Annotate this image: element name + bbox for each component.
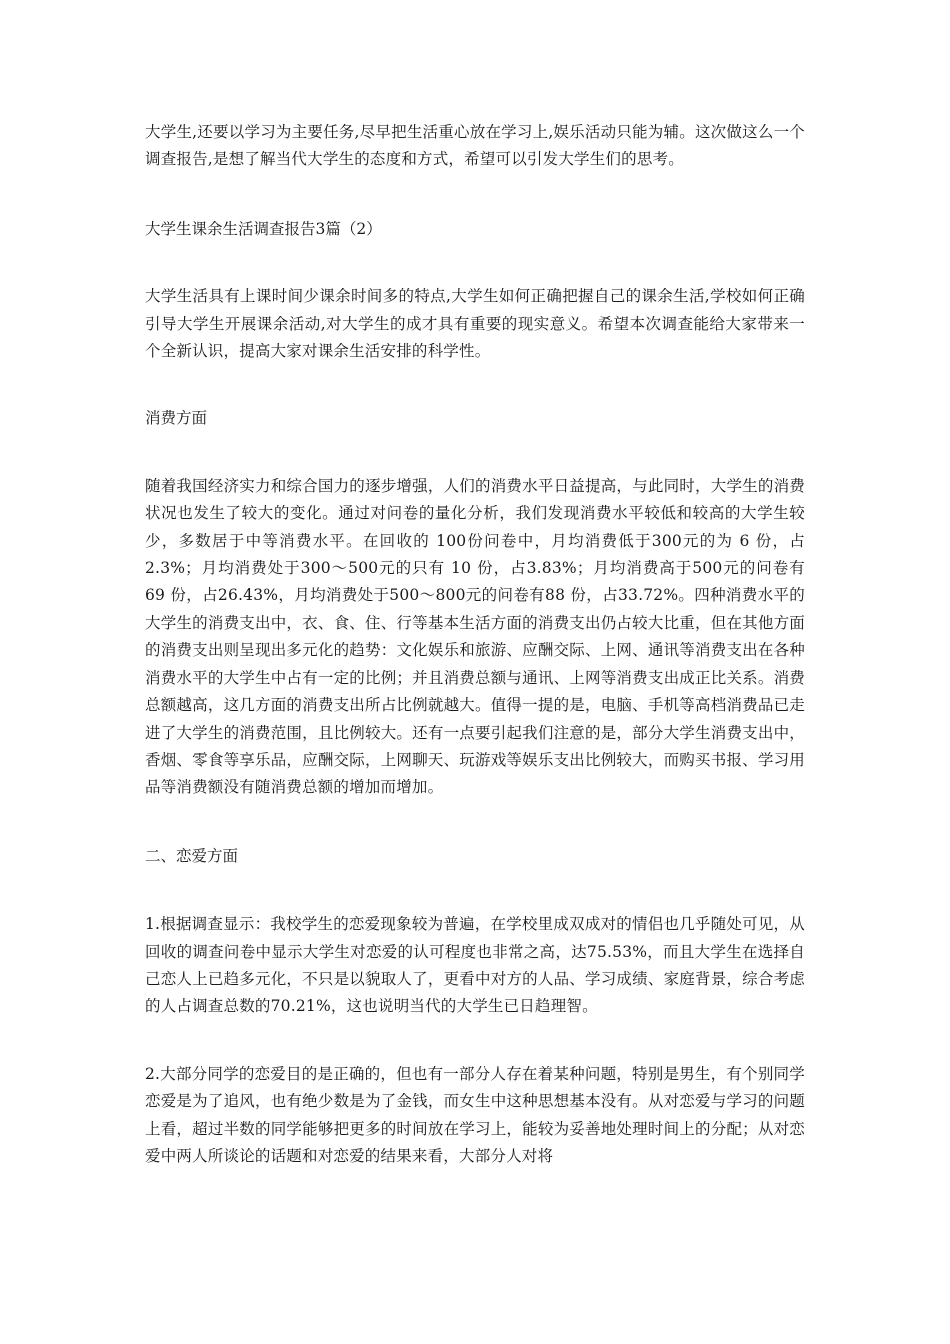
paragraph-intro-continued: 大学生,还要以学习为主要任务,尽早把生活重心放在学习上,娱乐活动只能为辅。这次做这么一个调查报告,是想了解当代大学生的态度和方式，希望可以引发大学生们的思考。	[145, 123, 805, 169]
paragraph-romance-1: 1.根据调查显示：我校学生的恋爱现象较为普遍，在学校里成双成对的情侣也几乎随处可见，从回收的调查问卷中显示大学生对恋爱的认可程度也非常之高，达75.53%，而且大学生在选择自己恋人上已趋多元化，不只是以貌取人了，更看中对方的人品、学习成绩、家庭背景，综合考虑的人占调查总数的70.21%，这也说明当代的大学生已日趋理智。	[145, 915, 805, 1016]
document-page	[145, 119, 805, 1170]
section-title: 大学生课余生活调查报告3篇（2）	[145, 219, 382, 238]
paragraph-introduction: 大学生活具有上课时间少课余时间多的特点,大学生如何正确把握自己的课余生活,学校如何正确引导大学生开展课余活动,对大学生的成才具有重要的现实意义。希望本次调查能给大家带来一个全新认识，提高大家对课余生活安排的科学性。	[145, 287, 805, 361]
paragraph-romance-2: 2.大部分同学的恋爱目的是正确的，但也有一部分人存在着某种问题，特别是男生，有个别同学恋爱是为了追风，也有绝少数是为了金钱，而女生中这种思想基本没有。从对恋爱与学习的问题上看，超过半数的同学能够把更多的时间放在学习上，能较为妥善地处理时间上的分配；从对恋爱中两人所谈论的话题和对恋爱的结果来看，大部分人对将	[145, 1064, 805, 1165]
heading-romance: 二、恋爱方面	[145, 846, 239, 865]
paragraph-consumption: 随着我国经济实力和综合国力的逐步增强，人们的消费水平日益提高，与此同时，大学生的消费状况也发生了较大的变化。通过对问卷的量化分析，我们发现消费水平较低和较高的大学生较少，多数居于中等消费水平。在回收的 100份问卷中，月均消费低于300元的为 6 份，占2.3%；月均消费处于300～500元的只有 10 份，占3.83%；月均消费高于500元的问卷有 69 份，占26.43%，月均消费处于500～800元的问卷有88 份，占33.72%。四种消费水平的大学生的消费支出中，衣、食、住、行等基本生活方面的消费支出仍占较大比重，但在其他方面的消费支出则呈现出多元化的趋势：文化娱乐和旅游、应酬交际、上网、通讯等消费支出在各种消费水平的大学生中占有一定的比例；并且消费总额与通讯、上网等消费支出成正比关系。消费总额越高，这几方面的消费支出所占比例就越大。值得一提的是，电脑、手机等高档消费品已走进了大学生的消费范围，且比例较大。还有一点要引起我们注意的是，部分大学生消费支出中，香烟、零食等享乐品，应酬交际，上网聊天、玩游戏等娱乐支出比例较大，而购买书报、学习用品等消费额没有随消费总额的增加而增加。	[145, 476, 805, 797]
heading-consumption: 消费方面	[145, 409, 208, 428]
